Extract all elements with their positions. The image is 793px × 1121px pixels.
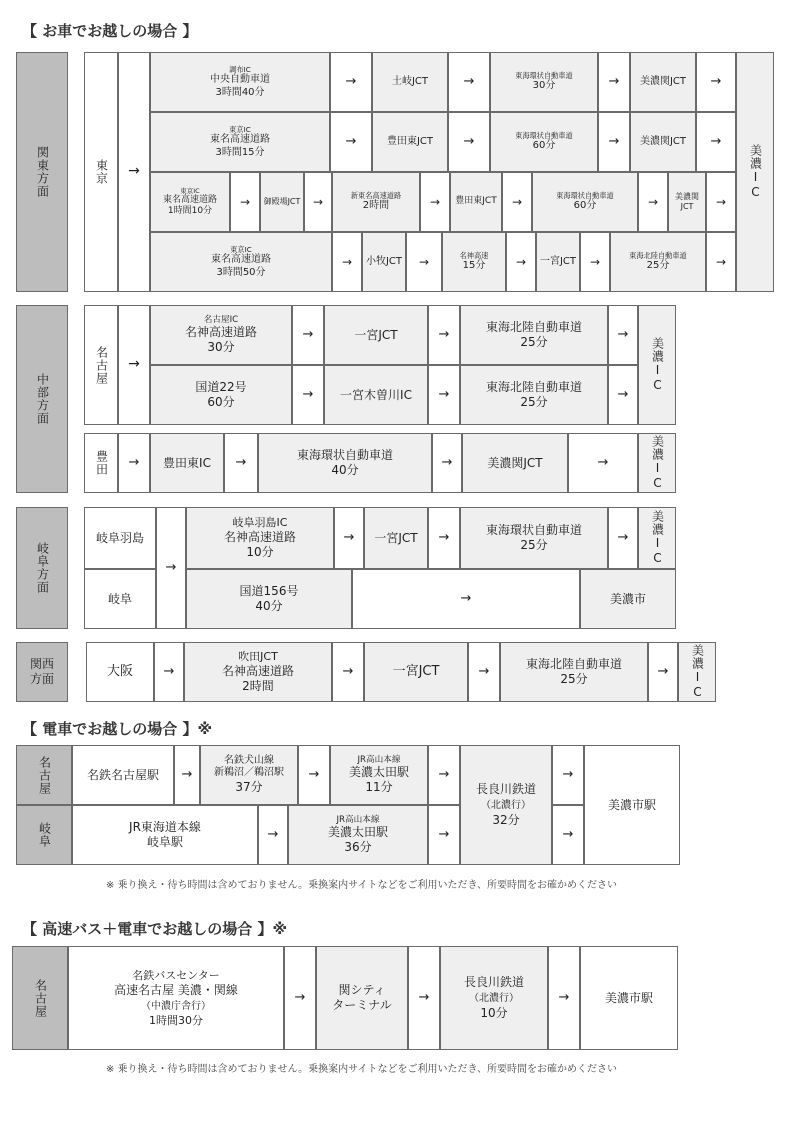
route-segment: 東海北陸自動車道 25分 bbox=[500, 642, 648, 702]
route-segment: 東海環状自動車道 60分 bbox=[490, 112, 598, 172]
bus-note: ※ 乗り換え・待ち時間は含めておりません。乗換案内サイトなどをご利用いただき、所要時間をお確かめください bbox=[106, 1064, 618, 1075]
station: JR東海道本線 岐阜駅 bbox=[72, 805, 258, 865]
destination-mino-city: 美濃市 bbox=[580, 569, 676, 629]
route-segment: 東京IC 東名高速道路 1時間10分 bbox=[150, 172, 230, 232]
junction: 美濃関JCT bbox=[668, 172, 706, 232]
route-segment: 東海北陸自動車道 25分 bbox=[460, 305, 608, 365]
route-segment: 岐阜羽島IC 名神高速道路 10分 bbox=[186, 507, 334, 569]
arrow: → bbox=[548, 946, 580, 1050]
route-segment: 東海北陸自動車道 25分 bbox=[610, 232, 706, 292]
arrow: → bbox=[304, 172, 332, 232]
destination-mino-ic: 美濃IC bbox=[638, 433, 676, 493]
arrow: → bbox=[258, 805, 288, 865]
junction: 小牧JCT bbox=[362, 232, 406, 292]
arrow: → bbox=[406, 232, 442, 292]
route-segment: 国道156号 40分 bbox=[186, 569, 352, 629]
arrow: → bbox=[118, 433, 150, 493]
arrow: → bbox=[298, 745, 330, 805]
route-segment: 吹田JCT 名神高速道路 2時間 bbox=[184, 642, 332, 702]
region-chubu: 中部方面 bbox=[16, 305, 68, 493]
arrow: → bbox=[428, 507, 460, 569]
junction: 豊田東JCT bbox=[372, 112, 448, 172]
arrow: → bbox=[292, 305, 324, 365]
rail-segment: 長良川鉄道 （北濃行） 10分 bbox=[440, 946, 548, 1050]
route-segment: 調布IC 中央自動車道 3時間40分 bbox=[150, 52, 330, 112]
arrow: → bbox=[598, 52, 630, 112]
car-heading: 【 お車でお越しの場合 】 bbox=[22, 22, 198, 40]
region-kanto: 関東方面 bbox=[16, 52, 68, 292]
arrow: → bbox=[428, 805, 460, 865]
train-heading: 【 電車でお越しの場合 】※ bbox=[22, 720, 213, 738]
arrow: → bbox=[284, 946, 316, 1050]
region-kansai: 関西方面 bbox=[16, 642, 68, 702]
junction: 一宮JCT bbox=[364, 642, 468, 702]
junction: 一宮木曽川IC bbox=[324, 365, 428, 425]
region-gifu: 岐阜方面 bbox=[16, 507, 68, 629]
arrow: → bbox=[224, 433, 258, 493]
arrow: → bbox=[502, 172, 532, 232]
junction: 美濃関JCT bbox=[462, 433, 568, 493]
origin-nagoya: 名古屋 bbox=[16, 745, 72, 805]
arrow: → bbox=[638, 172, 668, 232]
arrow: → bbox=[420, 172, 450, 232]
destination-mino-ic: 美濃IC bbox=[736, 52, 774, 292]
origin-tokyo: 東京 bbox=[84, 52, 118, 292]
bus-heading: 【 高速バス＋電車でお越しの場合 】※ bbox=[22, 920, 288, 938]
station: 名鉄名古屋駅 bbox=[72, 745, 174, 805]
origin-gifu: 岐阜 bbox=[16, 805, 72, 865]
train-note: ※ 乗り換え・待ち時間は含めておりません。乗換案内サイトなどをご利用いただき、所要時間をお確かめください bbox=[106, 880, 618, 891]
arrow: → bbox=[154, 642, 184, 702]
junction: 一宮JCT bbox=[536, 232, 580, 292]
junction: 一宮JCT bbox=[364, 507, 428, 569]
arrow: → bbox=[352, 569, 580, 629]
destination-mino-city-station: 美濃市駅 bbox=[584, 745, 680, 865]
arrow: → bbox=[598, 112, 630, 172]
arrow: → bbox=[568, 433, 638, 493]
arrow: → bbox=[580, 232, 610, 292]
destination-mino-ic: 美濃IC bbox=[638, 507, 676, 569]
arrow: → bbox=[408, 946, 440, 1050]
junction: 豊田東JCT bbox=[450, 172, 502, 232]
arrow: → bbox=[332, 642, 364, 702]
route-segment: 名古屋IC 名神高速道路 30分 bbox=[150, 305, 292, 365]
arrow: → bbox=[448, 112, 490, 172]
arrow: → bbox=[428, 305, 460, 365]
origin-nagoya: 名古屋 bbox=[84, 305, 118, 425]
junction: 土岐JCT bbox=[372, 52, 448, 112]
interchange: 豊田東IC bbox=[150, 433, 224, 493]
route-segment: 名神高速 15分 bbox=[442, 232, 506, 292]
rail-segment: JR高山本線 美濃太田駅 11分 bbox=[330, 745, 428, 805]
arrow: → bbox=[552, 745, 584, 805]
destination-mino-ic: 美濃IC bbox=[678, 642, 716, 702]
arrow: → bbox=[552, 805, 584, 865]
arrow: → bbox=[448, 52, 490, 112]
arrow: → bbox=[608, 365, 638, 425]
rail-segment: JR高山本線 美濃太田駅 36分 bbox=[288, 805, 428, 865]
bus-segment: 名鉄バスセンター 高速名古屋 美濃・関線 （中濃庁舎行） 1時間30分 bbox=[68, 946, 284, 1050]
route-segment: 国道22号 60分 bbox=[150, 365, 292, 425]
junction: 御殿場JCT bbox=[260, 172, 304, 232]
route-segment: 東海環状自動車道 30分 bbox=[490, 52, 598, 112]
route-segment: 東海環状自動車道 40分 bbox=[258, 433, 432, 493]
arrow: → bbox=[118, 52, 150, 292]
arrow: → bbox=[230, 172, 260, 232]
arrow: → bbox=[330, 52, 372, 112]
junction: 美濃関JCT bbox=[630, 52, 696, 112]
arrow: → bbox=[332, 232, 362, 292]
arrow: → bbox=[468, 642, 500, 702]
arrow: → bbox=[432, 433, 462, 493]
arrow: → bbox=[706, 232, 736, 292]
junction: 美濃関JCT bbox=[630, 112, 696, 172]
arrow: → bbox=[174, 745, 200, 805]
origin-gifu-hashima: 岐阜羽島 bbox=[84, 507, 156, 569]
route-segment: 新東名高速道路 2時間 bbox=[332, 172, 420, 232]
arrow: → bbox=[706, 172, 736, 232]
destination-mino-city-station: 美濃市駅 bbox=[580, 946, 678, 1050]
arrow: → bbox=[118, 305, 150, 425]
arrow: → bbox=[696, 112, 736, 172]
origin-gifu: 岐阜 bbox=[84, 569, 156, 629]
arrow: → bbox=[428, 745, 460, 805]
route-segment: 東海環状自動車道 25分 bbox=[460, 507, 608, 569]
arrow: → bbox=[292, 365, 324, 425]
route-segment: 東京IC 東名高速道路 3時間50分 bbox=[150, 232, 332, 292]
rail-segment: 長良川鉄道 （北濃行） 32分 bbox=[460, 745, 552, 865]
destination-mino-ic: 美濃IC bbox=[638, 305, 676, 425]
arrow: → bbox=[648, 642, 678, 702]
origin-osaka: 大阪 bbox=[86, 642, 154, 702]
route-segment: 東京IC 東名高速道路 3時間15分 bbox=[150, 112, 330, 172]
arrow: → bbox=[696, 52, 736, 112]
arrow: → bbox=[330, 112, 372, 172]
rail-segment: 名鉄犬山線 新鵜沼／鵜沼駅 37分 bbox=[200, 745, 298, 805]
junction: 一宮JCT bbox=[324, 305, 428, 365]
arrow: → bbox=[334, 507, 364, 569]
route-segment: 東海環状自動車道 60分 bbox=[532, 172, 638, 232]
arrow: → bbox=[608, 305, 638, 365]
origin-nagoya: 名古屋 bbox=[12, 946, 68, 1050]
arrow: → bbox=[428, 365, 460, 425]
origin-toyota: 豊田 bbox=[84, 433, 118, 493]
arrow: → bbox=[506, 232, 536, 292]
arrow: → bbox=[156, 507, 186, 629]
arrow: → bbox=[608, 507, 638, 569]
route-segment: 東海北陸自動車道 25分 bbox=[460, 365, 608, 425]
bus-terminal: 関シティ ターミナル bbox=[316, 946, 408, 1050]
